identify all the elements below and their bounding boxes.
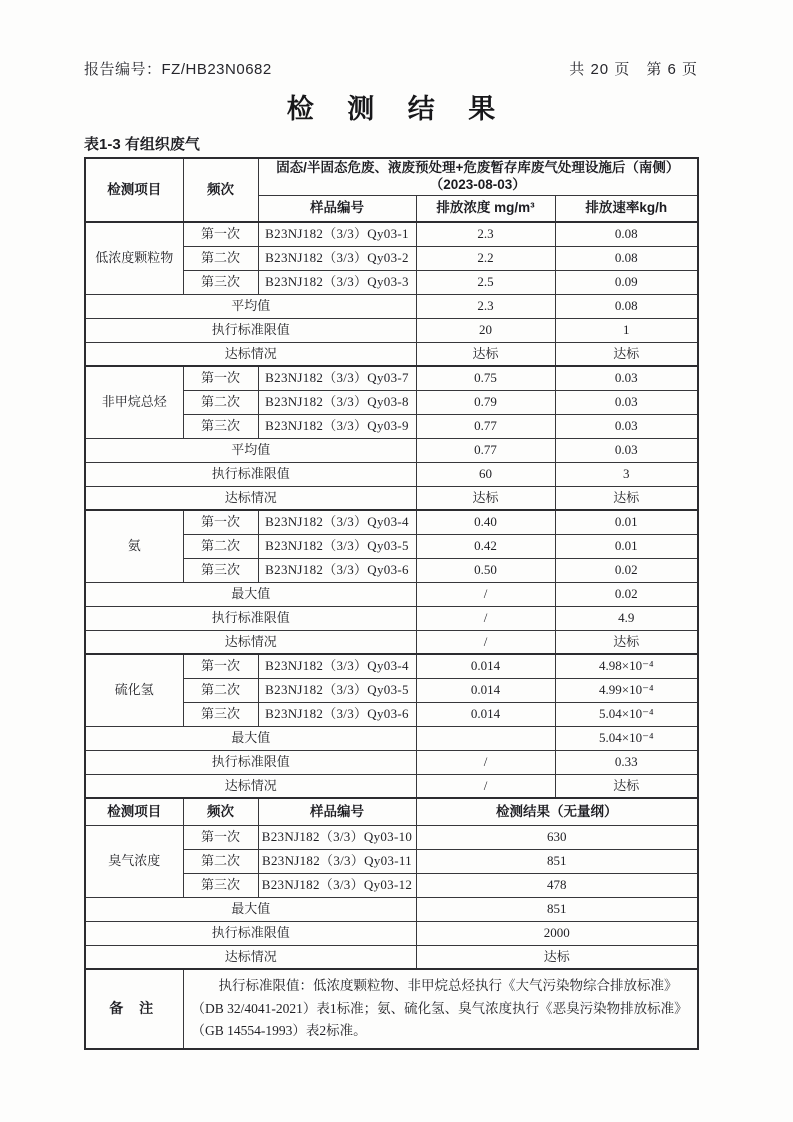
conc-cell: 0.014 [416, 702, 555, 726]
result-cell: 478 [416, 873, 698, 897]
summary-label-cell: 达标情况 [85, 774, 416, 798]
freq-cell: 第一次 [183, 654, 258, 678]
conc-cell: 60 [416, 462, 555, 486]
freq-cell: 第二次 [183, 849, 258, 873]
conc-cell: / [416, 582, 555, 606]
summary-row [85, 294, 698, 318]
rate-cell: 达标 [555, 774, 698, 798]
item-cell: 臭气浓度 [85, 825, 183, 897]
measurement-row [85, 510, 698, 534]
rate-cell: 4.98×10⁻⁴ [555, 654, 698, 678]
rate-cell: 0.02 [555, 558, 698, 582]
summary-row [85, 630, 698, 654]
table-caption: 表1-3 有组织废气 [84, 136, 200, 153]
conc-cell: 0.77 [416, 414, 555, 438]
conc-cell: 0.40 [416, 510, 555, 534]
sample-cell: B23NJ182（3/3）Qy03-8 [258, 390, 416, 414]
page-indicator: 共 20 页 第 6 页 [569, 61, 698, 78]
sample-cell: B23NJ182（3/3）Qy03-6 [258, 558, 416, 582]
sample-cell: B23NJ182（3/3）Qy03-5 [258, 534, 416, 558]
result-cell: 630 [416, 825, 698, 849]
rate-cell: 0.08 [555, 294, 698, 318]
summary-row [85, 582, 698, 606]
results-table [84, 157, 699, 1050]
header-item-cell: 检测项目 [85, 798, 183, 825]
summary-label-cell: 最大值 [85, 582, 416, 606]
sample-cell: B23NJ182（3/3）Qy03-6 [258, 702, 416, 726]
conc-cell: 达标 [416, 486, 555, 510]
rate-cell: 5.04×10⁻⁴ [555, 702, 698, 726]
rate-cell: 0.03 [555, 366, 698, 390]
freq-cell: 第三次 [183, 873, 258, 897]
conc-cell: 2.3 [416, 222, 555, 246]
conc-cell: 0.014 [416, 678, 555, 702]
rate-cell: 0.33 [555, 750, 698, 774]
summary-row [85, 726, 698, 750]
rate-cell: 1 [555, 318, 698, 342]
header-sample-cell: 样品编号 [258, 798, 416, 825]
freq-cell: 第三次 [183, 414, 258, 438]
freq-cell: 第一次 [183, 825, 258, 849]
summary-row [85, 486, 698, 510]
item-cell: 硫化氢 [85, 654, 183, 726]
rate-cell: 4.9 [555, 606, 698, 630]
result-cell: 851 [416, 849, 698, 873]
summary-label-cell: 达标情况 [85, 630, 416, 654]
freq-cell: 第三次 [183, 702, 258, 726]
summary-row [85, 945, 698, 969]
rate-cell: 0.09 [555, 270, 698, 294]
remark-line: （DB 32/4041-2021）表1标准；氨、硫化氢、臭气浓度执行《恶臭污染物排放标准》 [191, 1000, 688, 1016]
freq-cell: 第一次 [183, 366, 258, 390]
site-name: 固态/半固态危废、液废预处理+危废暂存库废气处理设施后（南侧） [276, 160, 680, 175]
header-conc-cell: 排放浓度 mg/m³ [416, 195, 555, 222]
rate-cell: 达标 [555, 630, 698, 654]
rate-cell: 3 [555, 462, 698, 486]
freq-cell: 第二次 [183, 246, 258, 270]
item-cell: 非甲烷总烃 [85, 366, 183, 438]
header-freq-cell: 频次 [183, 158, 258, 222]
conc-cell: 2.3 [416, 294, 555, 318]
rate-cell: 0.03 [555, 438, 698, 462]
remark-label-cell: 备 注 [85, 969, 183, 1049]
remark-line: （GB 14554-1993）表2标准。 [191, 1022, 367, 1038]
item-cell: 低浓度颗粒物 [85, 222, 183, 294]
header-freq-cell: 频次 [183, 798, 258, 825]
freq-cell: 第三次 [183, 270, 258, 294]
measurement-row [85, 825, 698, 849]
rate-cell: 0.01 [555, 510, 698, 534]
summary-label-cell: 平均值 [85, 438, 416, 462]
conc-cell: 0.50 [416, 558, 555, 582]
summary-row [85, 750, 698, 774]
rate-cell: 达标 [555, 342, 698, 366]
rate-cell: 4.99×10⁻⁴ [555, 678, 698, 702]
summary-row [85, 606, 698, 630]
rate-cell: 达标 [555, 486, 698, 510]
sample-cell: B23NJ182（3/3）Qy03-4 [258, 654, 416, 678]
sample-cell: B23NJ182（3/3）Qy03-3 [258, 270, 416, 294]
summary-row [85, 438, 698, 462]
summary-label-cell: 达标情况 [85, 486, 416, 510]
freq-cell: 第一次 [183, 510, 258, 534]
summary-label-cell: 执行标准限值 [85, 462, 416, 486]
result-cell: 达标 [416, 945, 698, 969]
sample-cell: B23NJ182（3/3）Qy03-7 [258, 366, 416, 390]
freq-cell: 第二次 [183, 390, 258, 414]
rate-cell: 0.08 [555, 246, 698, 270]
site-date: （2023-08-03） [429, 176, 526, 192]
summary-label-cell: 执行标准限值 [85, 921, 416, 945]
freq-cell: 第二次 [183, 678, 258, 702]
summary-row [85, 462, 698, 486]
table-header-row-2 [85, 798, 698, 825]
rate-cell: 0.03 [555, 390, 698, 414]
document-title: 检 测 结 果 [286, 94, 509, 124]
sample-cell: B23NJ182（3/3）Qy03-12 [258, 873, 416, 897]
item-cell: 氨 [85, 510, 183, 582]
summary-row [85, 318, 698, 342]
sample-cell: B23NJ182（3/3）Qy03-10 [258, 825, 416, 849]
conc-cell: / [416, 750, 555, 774]
measurement-row [85, 222, 698, 246]
doc-header [84, 58, 698, 79]
remark-line: 执行标准限值：低浓度颗粒物、非甲烷总烃执行《大气污染物综合排放标准》 [191, 978, 678, 994]
header-rate-cell: 排放速率kg/h [555, 195, 698, 222]
conc-cell: 达标 [416, 342, 555, 366]
summary-label-cell: 达标情况 [85, 342, 416, 366]
conc-cell: 0.77 [416, 438, 555, 462]
summary-row [85, 342, 698, 366]
summary-label-cell: 执行标准限值 [85, 318, 416, 342]
conc-cell: 20 [416, 318, 555, 342]
conc-cell: 2.5 [416, 270, 555, 294]
measurement-row [85, 366, 698, 390]
table-header-row-1 [85, 158, 698, 195]
conc-cell: 0.79 [416, 390, 555, 414]
result-cell: 2000 [416, 921, 698, 945]
freq-cell: 第三次 [183, 558, 258, 582]
result-cell: 851 [416, 897, 698, 921]
conc-cell: 0.014 [416, 654, 555, 678]
summary-row [85, 897, 698, 921]
rate-cell: 0.02 [555, 582, 698, 606]
conc-cell: 2.2 [416, 246, 555, 270]
summary-row [85, 921, 698, 945]
summary-label-cell: 最大值 [85, 897, 416, 921]
sample-cell: B23NJ182（3/3）Qy03-1 [258, 222, 416, 246]
sample-cell: B23NJ182（3/3）Qy03-9 [258, 414, 416, 438]
page-content [84, 58, 698, 1050]
conc-cell: / [416, 774, 555, 798]
rate-cell: 0.08 [555, 222, 698, 246]
conc-cell: / [416, 606, 555, 630]
freq-cell: 第一次 [183, 222, 258, 246]
measurement-row [85, 654, 698, 678]
sample-cell: B23NJ182（3/3）Qy03-11 [258, 849, 416, 873]
conc-cell: 0.75 [416, 366, 555, 390]
remark-row [85, 969, 698, 1049]
rate-cell: 0.03 [555, 414, 698, 438]
summary-label-cell: 最大值 [85, 726, 416, 750]
conc-cell: 0.42 [416, 534, 555, 558]
conc-cell: / [416, 630, 555, 654]
header-item-cell: 检测项目 [85, 158, 183, 222]
summary-label-cell: 平均值 [85, 294, 416, 318]
report-number: 报告编号：FZ/HB23N0682 [84, 61, 272, 78]
summary-label-cell: 执行标准限值 [85, 606, 416, 630]
summary-row [85, 774, 698, 798]
rate-cell: 5.04×10⁻⁴ [555, 726, 698, 750]
freq-cell: 第二次 [183, 534, 258, 558]
header-site-cell [258, 158, 698, 195]
remark-text-cell [183, 969, 698, 1049]
header-sample-cell: 样品编号 [258, 195, 416, 222]
rate-cell: 0.01 [555, 534, 698, 558]
sample-cell: B23NJ182（3/3）Qy03-5 [258, 678, 416, 702]
summary-label-cell: 执行标准限值 [85, 750, 416, 774]
header-result-cell: 检测结果（无量纲） [416, 798, 698, 825]
summary-label-cell: 达标情况 [85, 945, 416, 969]
conc-cell [416, 726, 555, 750]
sample-cell: B23NJ182（3/3）Qy03-2 [258, 246, 416, 270]
sample-cell: B23NJ182（3/3）Qy03-4 [258, 510, 416, 534]
